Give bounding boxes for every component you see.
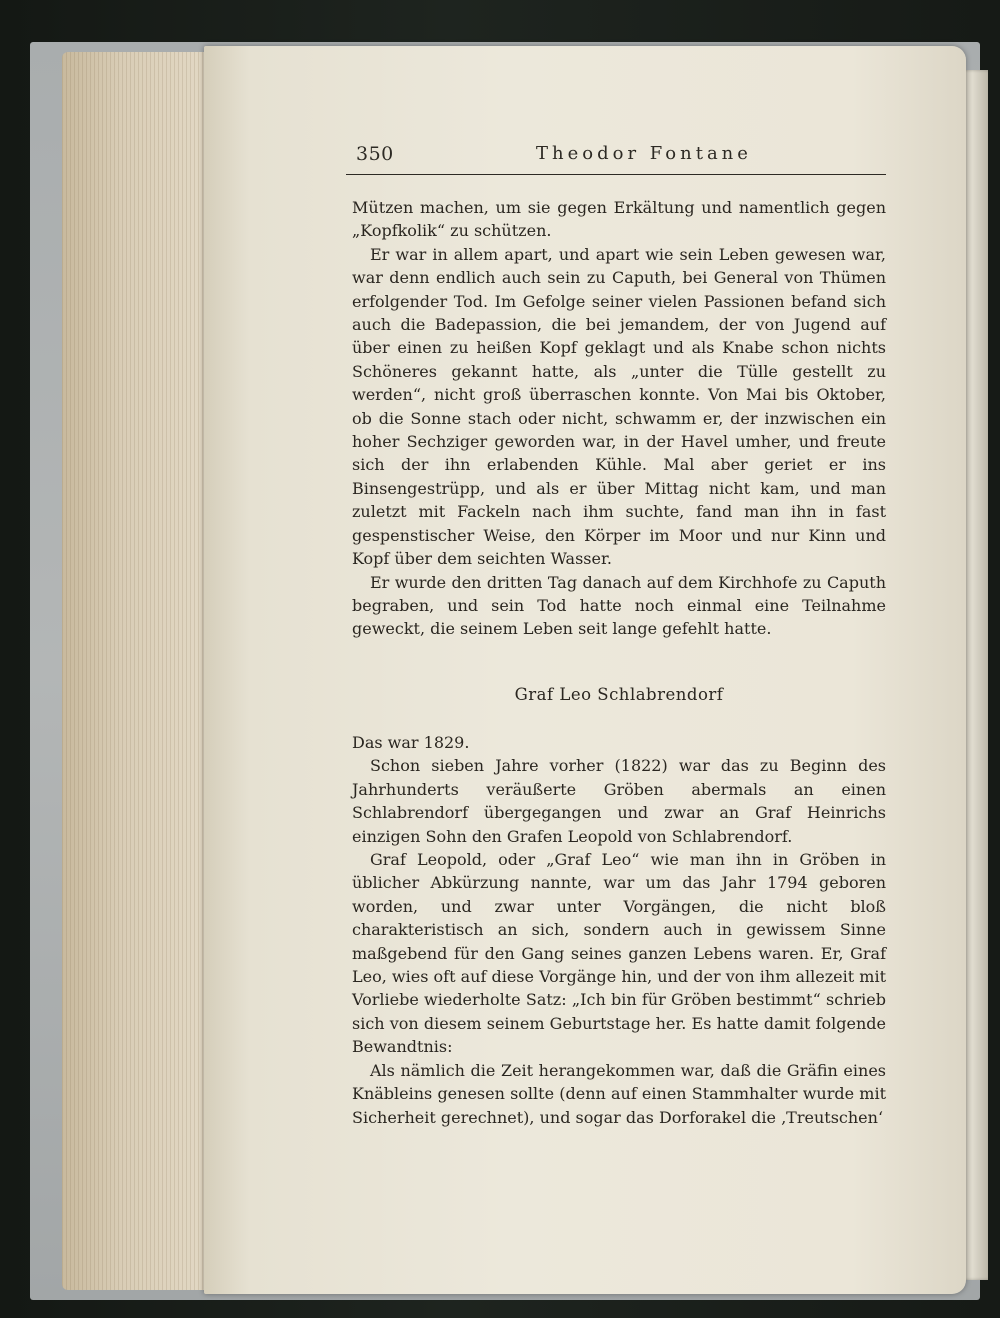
paragraph: Er wurde den dritten Tag danach auf dem Kirchhofe zu Caputh begraben, und sein Tod hatte noch einmal eine Teilnahme geweckt, die seinem Leben seit lange gefehlt hatte. [352, 572, 886, 639]
paragraph: Das war 1829. [352, 733, 470, 752]
paragraph: Als nämlich die Zeit herangekommen war, daß die Gräfin eines Knäbleins genesen sollte (denn auf einen Stammhalter wurde mit Sicherheit gerechnet), und sogar das Dorforakel die ‚Treutschen‘ [352, 1060, 886, 1127]
paragraph: Graf Leopold, oder „Graf Leo“ wie man ihn in Gröben in üblicher Abkürzung nannte, war um das Jahr 1794 geboren worden, und zwar unter Vorgängen, die nicht bloß charakteristisch an sich, sondern auch in gewissem Sinne maßgebend für den Gang seines ganzen Lebens waren. Er, Graf Leo, wies oft auf diese Vorgänge hin, und der von ihm allezeit mit Vorliebe wiederholte Satz: „Ich bin für Gröben bestimmt“ schrieb sich von diesem seinem Geburtstage her. Es hatte damit folgende Bewandtnis: [352, 850, 886, 1057]
body-text-before [352, 196, 886, 641]
body-text-after [352, 731, 886, 1129]
header-rule [346, 174, 886, 175]
running-head: Theodor Fontane [536, 143, 752, 164]
page-number: 350 [356, 143, 394, 165]
paragraph: Schon sieben Jahre vorher (1822) war das zu Beginn des Jahrhunderts veräußerte Gröben abermals an einen Schlabrendorf übergegangen und zwar an Graf Heinrichs einzigen Sohn den Grafen Leopold von Schlabrendorf. [352, 756, 886, 846]
paragraph: Mützen machen, um sie gegen Erkältung und namentlich gegen „Kopfkolik“ zu schützen. [352, 198, 886, 241]
page-stack-edge [62, 52, 212, 1290]
section-heading: Graf Leo Schlabrendorf [514, 685, 724, 704]
paragraph: Er war in allem apart, und apart wie sein Leben gewesen war, war denn endlich auch sein zu Caputh, bei General von Thümen erfolgender Tod. Im Gefolge seiner vielen Passionen befand sich auch die Badepassion, die bei jemandem, der von Jugend auf über einen zu heißen Kopf geklagt und als Knabe schon nichts Schöneres gekannt hatte, als „unter die Tülle gestellt zu werden“, nicht groß überraschen konnte. Von Mai bis Oktober, ob die Sonne stach oder nicht, schwamm er, der inzwischen ein hoher Sechziger geworden war, in der Havel umher, und freute sich der ihn erlabenden Kühle. Mal aber geriet er ins Binsengestrüpp, und als er über Mittag nicht kam, und man zuletzt mit Fackeln nach ihm suchte, fand man ihn in fast gespenstischer Weise, den Körper im Moor und nur Kinn und Kopf über dem seichten Wasser. [352, 244, 886, 569]
